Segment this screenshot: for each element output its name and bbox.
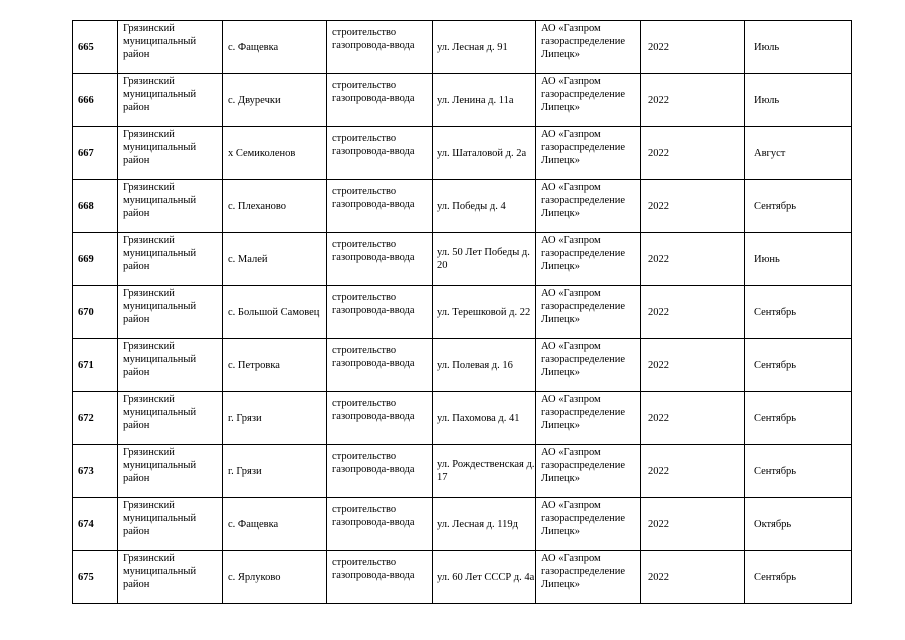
settlement-cell: с. Плеханово: [223, 180, 327, 233]
district-cell: Грязинский муниципальный район: [118, 498, 223, 551]
table-row: [73, 498, 852, 551]
work-type-cell: строительство газопровода-ввода: [327, 445, 433, 498]
settlement-cell: г. Грязи: [223, 445, 327, 498]
organization-cell: АО «Газпром газораспределение Липецк»: [536, 127, 641, 180]
year-cell: 2022: [641, 498, 745, 551]
organization-cell: АО «Газпром газораспределение Липецк»: [536, 233, 641, 286]
month-cell: Сентябрь: [745, 180, 852, 233]
row-number: 667: [73, 127, 118, 180]
settlement-cell: с. Петровка: [223, 339, 327, 392]
table-row: [73, 392, 852, 445]
row-number: 671: [73, 339, 118, 392]
work-type-cell: строительство газопровода-ввода: [327, 286, 433, 339]
settlement-cell: с. Двуречки: [223, 74, 327, 127]
organization-cell: АО «Газпром газораспределение Липецк»: [536, 180, 641, 233]
district-cell: Грязинский муниципальный район: [118, 286, 223, 339]
settlement-cell: с. Фащевка: [223, 498, 327, 551]
table-row: [73, 551, 852, 604]
organization-cell: АО «Газпром газораспределение Липецк»: [536, 392, 641, 445]
address-cell: ул. Лесная д. 119д: [433, 498, 536, 551]
row-number: 669: [73, 233, 118, 286]
month-cell: Сентябрь: [745, 286, 852, 339]
table-row: [73, 127, 852, 180]
month-cell: Июль: [745, 21, 852, 74]
address-cell: ул. Ленина д. 11а: [433, 74, 536, 127]
row-number: 674: [73, 498, 118, 551]
work-type-cell: строительство газопровода-ввода: [327, 551, 433, 604]
organization-cell: АО «Газпром газораспределение Липецк»: [536, 339, 641, 392]
row-number: 673: [73, 445, 118, 498]
table-row: [73, 233, 852, 286]
organization-cell: АО «Газпром газораспределение Липецк»: [536, 551, 641, 604]
district-cell: Грязинский муниципальный район: [118, 445, 223, 498]
table-row: [73, 21, 852, 74]
district-cell: Грязинский муниципальный район: [118, 339, 223, 392]
year-cell: 2022: [641, 233, 745, 286]
work-type-cell: строительство газопровода-ввода: [327, 498, 433, 551]
row-number: 672: [73, 392, 118, 445]
month-cell: Июнь: [745, 233, 852, 286]
settlement-cell: с. Ярлуково: [223, 551, 327, 604]
year-cell: 2022: [641, 74, 745, 127]
work-type-cell: строительство газопровода-ввода: [327, 21, 433, 74]
address-cell: ул. Пахомова д. 41: [433, 392, 536, 445]
year-cell: 2022: [641, 286, 745, 339]
work-type-cell: строительство газопровода-ввода: [327, 233, 433, 286]
address-cell: ул. 60 Лет СССР д. 4а: [433, 551, 536, 604]
month-cell: Август: [745, 127, 852, 180]
row-number: 670: [73, 286, 118, 339]
organization-cell: АО «Газпром газораспределение Липецк»: [536, 498, 641, 551]
month-cell: Сентябрь: [745, 339, 852, 392]
organization-cell: АО «Газпром газораспределение Липецк»: [536, 286, 641, 339]
year-cell: 2022: [641, 339, 745, 392]
work-type-cell: строительство газопровода-ввода: [327, 180, 433, 233]
work-type-cell: строительство газопровода-ввода: [327, 339, 433, 392]
row-number: 666: [73, 74, 118, 127]
district-cell: Грязинский муниципальный район: [118, 392, 223, 445]
district-cell: Грязинский муниципальный район: [118, 127, 223, 180]
work-type-cell: строительство газопровода-ввода: [327, 392, 433, 445]
address-cell: ул. Шаталовой д. 2а: [433, 127, 536, 180]
year-cell: 2022: [641, 551, 745, 604]
work-type-cell: строительство газопровода-ввода: [327, 74, 433, 127]
table-row: [73, 339, 852, 392]
address-cell: ул. Полевая д. 16: [433, 339, 536, 392]
year-cell: 2022: [641, 21, 745, 74]
organization-cell: АО «Газпром газораспределение Липецк»: [536, 21, 641, 74]
month-cell: Июль: [745, 74, 852, 127]
settlement-cell: х Семиколенов: [223, 127, 327, 180]
row-number: 675: [73, 551, 118, 604]
address-cell: ул. 50 Лет Победы д. 20: [433, 233, 536, 286]
settlement-cell: г. Грязи: [223, 392, 327, 445]
year-cell: 2022: [641, 127, 745, 180]
year-cell: 2022: [641, 445, 745, 498]
settlement-cell: с. Большой Самовец: [223, 286, 327, 339]
month-cell: Сентябрь: [745, 445, 852, 498]
district-cell: Грязинский муниципальный район: [118, 21, 223, 74]
district-cell: Грязинский муниципальный район: [118, 233, 223, 286]
table-body: [73, 21, 852, 604]
row-number: 668: [73, 180, 118, 233]
district-cell: Грязинский муниципальный район: [118, 551, 223, 604]
address-cell: ул. Терешковой д. 22: [433, 286, 536, 339]
year-cell: 2022: [641, 392, 745, 445]
table-row: [73, 74, 852, 127]
district-cell: Грязинский муниципальный район: [118, 180, 223, 233]
organization-cell: АО «Газпром газораспределение Липецк»: [536, 445, 641, 498]
work-type-cell: строительство газопровода-ввода: [327, 127, 433, 180]
month-cell: Сентябрь: [745, 551, 852, 604]
year-cell: 2022: [641, 180, 745, 233]
address-cell: ул. Рождественская д. 17: [433, 445, 536, 498]
settlement-cell: с. Малей: [223, 233, 327, 286]
table-row: [73, 180, 852, 233]
gas-connection-schedule-table: [72, 20, 852, 604]
month-cell: Сентябрь: [745, 392, 852, 445]
district-cell: Грязинский муниципальный район: [118, 74, 223, 127]
month-cell: Октябрь: [745, 498, 852, 551]
organization-cell: АО «Газпром газораспределение Липецк»: [536, 74, 641, 127]
table-row: [73, 445, 852, 498]
address-cell: ул. Победы д. 4: [433, 180, 536, 233]
address-cell: ул. Лесная д. 91: [433, 21, 536, 74]
settlement-cell: с. Фащевка: [223, 21, 327, 74]
row-number: 665: [73, 21, 118, 74]
table-row: [73, 286, 852, 339]
